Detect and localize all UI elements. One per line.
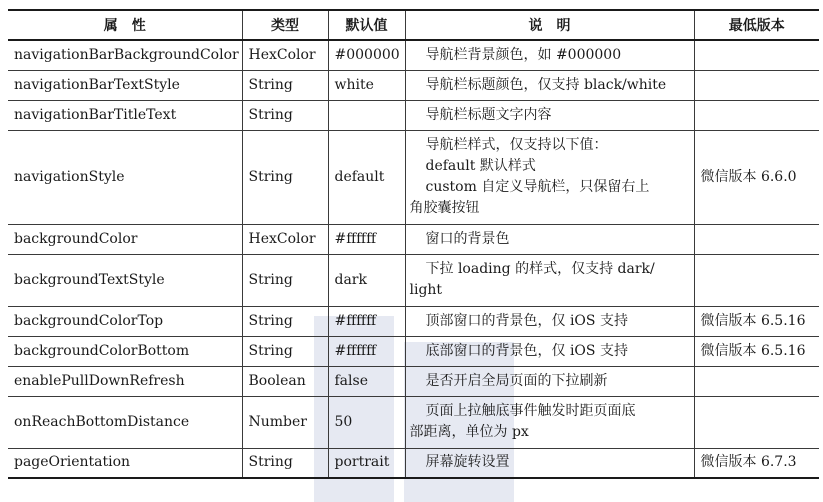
table-row	[8, 448, 819, 478]
cell-default: portrait	[328, 448, 405, 478]
window-config-table	[8, 9, 819, 479]
cell-type: Boolean	[242, 366, 328, 396]
cell-property: backgroundColorBottom	[8, 336, 242, 366]
description-line: 角胶囊按钮	[409, 200, 480, 216]
header-description: 说 明	[405, 10, 694, 40]
cell-description	[405, 130, 694, 224]
cell-property: navigationBarBackgroundColor	[8, 40, 242, 70]
description-line: 窗口的背景色	[425, 230, 510, 247]
cell-description	[405, 100, 694, 130]
description-line: 下拉 loading 的样式，仅支持 dark/	[425, 261, 655, 277]
cell-default: #000000	[328, 40, 405, 70]
cell-type: String	[242, 254, 328, 306]
cell-type: String	[242, 306, 328, 336]
cell-min-version	[694, 100, 819, 130]
description-line: 底部窗口的背景色，仅 iOS 支持	[425, 342, 628, 359]
table-row	[8, 224, 819, 254]
cell-type: String	[242, 70, 328, 100]
cell-min-version	[694, 396, 819, 448]
cell-type: HexColor	[242, 40, 328, 70]
cell-default: 50	[328, 396, 405, 448]
cell-default: #ffffff	[328, 306, 405, 336]
cell-min-version	[694, 254, 819, 306]
table-row	[8, 70, 819, 100]
header-property: 属 性	[8, 10, 242, 40]
cell-property: navigationBarTitleText	[8, 100, 242, 130]
table-row	[8, 130, 819, 224]
description-line: 导航栏标题颜色，仅支持 black/white	[425, 76, 667, 93]
cell-description	[405, 336, 694, 366]
description-line: default 默认样式	[425, 158, 536, 174]
cell-type: Number	[242, 396, 328, 448]
cell-description	[405, 254, 694, 306]
cell-min-version: 微信版本 6.5.16	[694, 306, 819, 336]
description-line: 导航栏背景颜色，如 #000000	[425, 46, 622, 63]
cell-type: HexColor	[242, 224, 328, 254]
table-header-row	[8, 10, 819, 40]
cell-min-version	[694, 224, 819, 254]
cell-default: default	[328, 130, 405, 224]
cell-property: backgroundColorTop	[8, 306, 242, 336]
cell-property: navigationBarTextStyle	[8, 70, 242, 100]
cell-min-version: 微信版本 6.5.16	[694, 336, 819, 366]
cell-property: backgroundTextStyle	[8, 254, 242, 306]
description-line: 屏幕旋转设置	[425, 454, 510, 471]
description-line: 页面上拉触底事件触发时距页面底	[425, 403, 636, 419]
cell-default	[328, 100, 405, 130]
cell-min-version	[694, 70, 819, 100]
cell-min-version: 微信版本 6.6.0	[694, 130, 819, 224]
cell-type: String	[242, 336, 328, 366]
cell-type: String	[242, 130, 328, 224]
cell-property: onReachBottomDistance	[8, 396, 242, 448]
description-line: custom 自定义导航栏，只保留右上	[425, 179, 650, 195]
cell-min-version: 微信版本 6.7.3	[694, 448, 819, 478]
description-line: 导航栏标题文字内容	[425, 106, 552, 123]
table-row	[8, 336, 819, 366]
cell-description	[405, 306, 694, 336]
cell-default: white	[328, 70, 405, 100]
cell-description	[405, 448, 694, 478]
cell-description	[405, 366, 694, 396]
table-row	[8, 306, 819, 336]
header-min-version: 最低版本	[694, 10, 819, 40]
cell-property: enablePullDownRefresh	[8, 366, 242, 396]
table-row	[8, 100, 819, 130]
cell-default: #ffffff	[328, 224, 405, 254]
header-type: 类型	[242, 10, 328, 40]
cell-description	[405, 396, 694, 448]
description-line: 是否开启全局页面的下拉刷新	[425, 372, 608, 389]
table-row	[8, 366, 819, 396]
cell-description	[405, 70, 694, 100]
header-default: 默认值	[328, 10, 405, 40]
cell-property: pageOrientation	[8, 448, 242, 478]
table-row	[8, 254, 819, 306]
cell-type: String	[242, 448, 328, 478]
table-row	[8, 40, 819, 70]
cell-default: #ffffff	[328, 336, 405, 366]
table-row	[8, 396, 819, 448]
description-line: 部距离，单位为 px	[409, 424, 529, 440]
cell-min-version	[694, 366, 819, 396]
description-line: 顶部窗口的背景色，仅 iOS 支持	[425, 312, 628, 329]
cell-description	[405, 40, 694, 70]
cell-default: false	[328, 366, 405, 396]
cell-default: dark	[328, 254, 405, 306]
description-line: light	[409, 282, 443, 298]
cell-description	[405, 224, 694, 254]
cell-property: navigationStyle	[8, 130, 242, 224]
description-line: 导航栏样式，仅支持以下值：	[425, 137, 608, 153]
cell-min-version	[694, 40, 819, 70]
cell-type: String	[242, 100, 328, 130]
cell-property: backgroundColor	[8, 224, 242, 254]
